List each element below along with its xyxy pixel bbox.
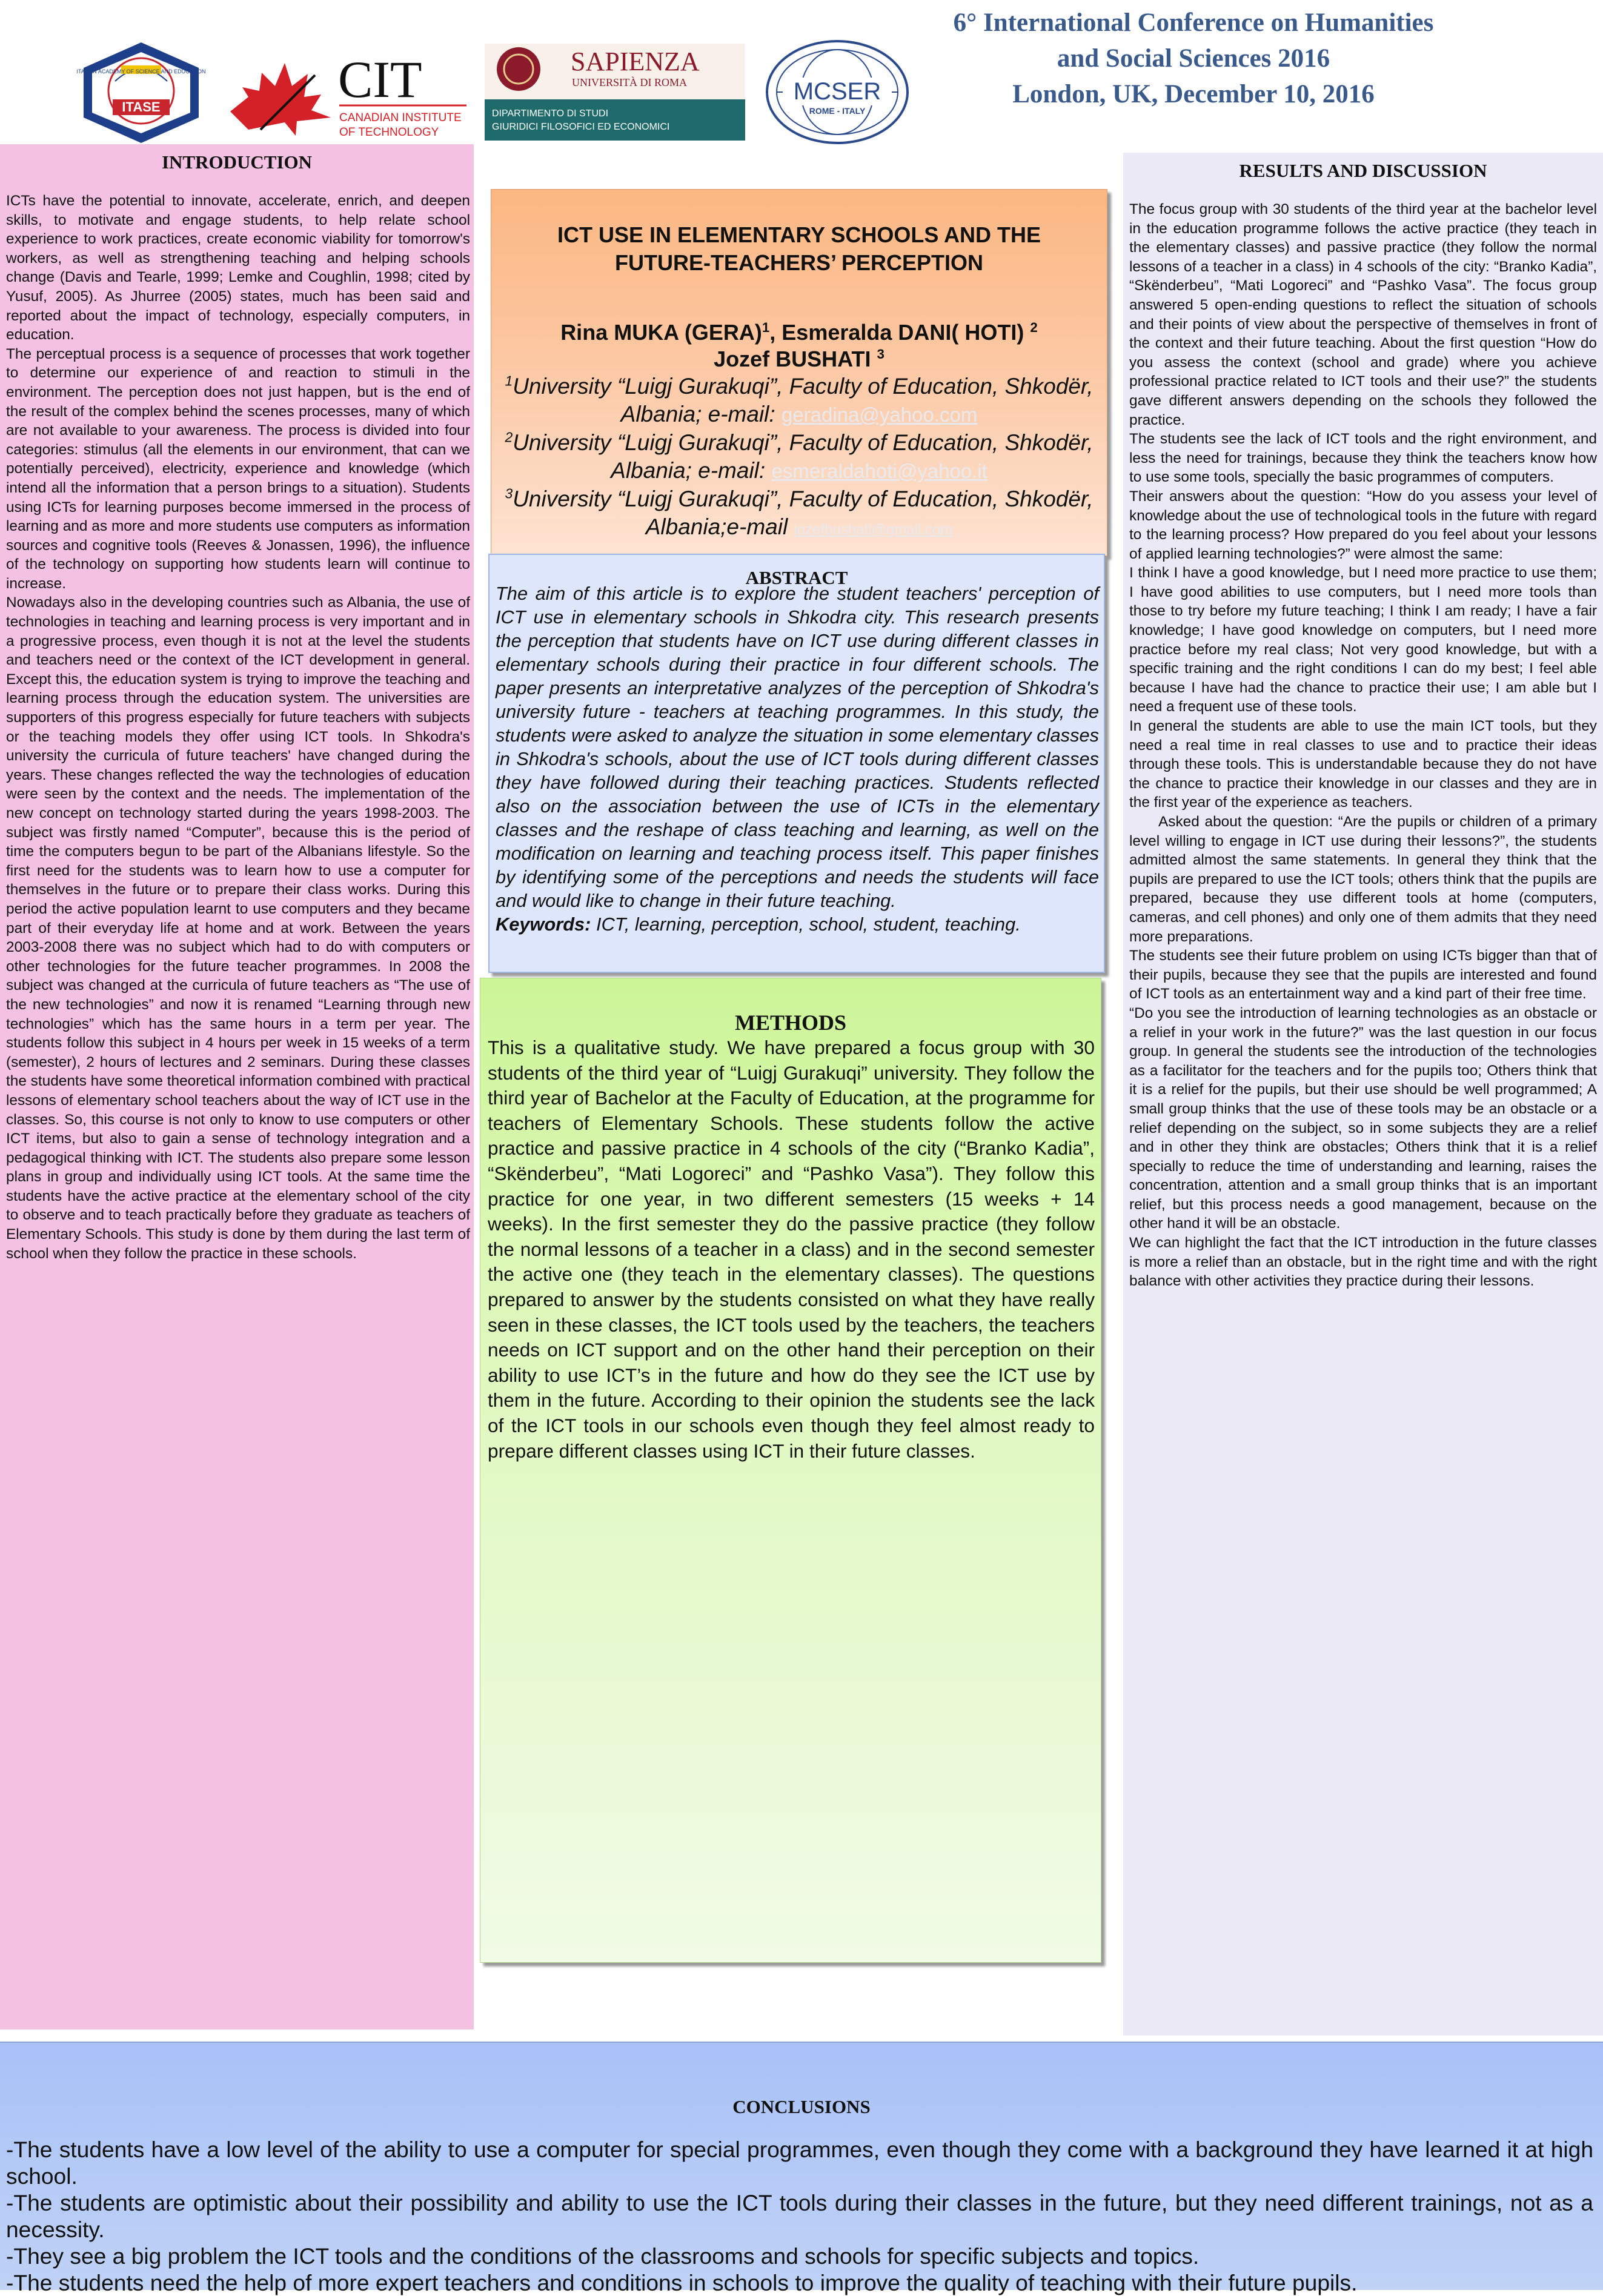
sapienza-dept1: DIPARTIMENTO DI STUDI (492, 108, 609, 119)
introduction-heading: INTRODUCTION (161, 151, 313, 173)
affiliation-sup: 2 (505, 429, 513, 445)
paper-title-line1: ICT USE IN ELEMENTARY SCHOOLS AND THE (557, 222, 1041, 247)
results-section (1123, 153, 1603, 2036)
conclusions-list (6, 2136, 1593, 2296)
methods-heading: METHODS (734, 1010, 847, 1035)
cit-sub1: CANADIAN INSTITUTE (339, 111, 462, 124)
introduction-section (0, 144, 474, 2029)
methods-section (480, 978, 1101, 1963)
mcser-logo (765, 39, 910, 145)
conference-title (836, 5, 1551, 112)
affiliation-sup: 3 (505, 485, 513, 502)
conclusion-item: -The students have a low level of the ability to use a computer for special programmes, even though they come with a background they have learned it at high school. (6, 2137, 1593, 2189)
author-name: Rina MUKA (GERA) (560, 320, 762, 345)
conference-title-line1: 6° International Conference on Humanities (953, 8, 1434, 37)
affiliation-line2: Albania; e-mail: (611, 458, 772, 483)
cit-logo (224, 39, 473, 145)
abstract-heading: ABSTRACT (745, 567, 848, 588)
results-heading: RESULTS AND DISCUSSION (1239, 160, 1487, 181)
affiliation-line1: University “Luigj Gurakuqi”, Faculty of Education, Shkodër, (513, 374, 1094, 399)
results-paragraph: The focus group with 30 students of the third year at the bachelor level in the education programme follows the active practice (they teach in the elementary classes) and passive practice (they follow the normal lessons of a teacher in a class) in 4 schools of the city: “Branko Kadia”, “Skënderbeu”, “Mati Logoreci” and “Pashko Vasa”. The focus group answered 5 open-ending questions to reflect the situation of schools and their points of view about the perspective of themselves in front of the context and their future teaching. About the first question “How do you assess the context (school and grade) where you achieve professional practice related to ICT tools and their use?” the students gave different answers depending on the schools they followed the practice. (1129, 201, 1597, 428)
sapienza-dept2: GIURIDICI FILOSOFICI ED ECONOMICI (492, 122, 670, 132)
author-email-link[interactable]: geradina@yahoo.com (781, 403, 978, 426)
introduction-paragraph: ICTs have the potential to innovate, accelerate, enrich, and deepen skills, to motivate and engage students, to help relate school experience to work practices, create economic viability for tomorrow's workers, as well as strengthening teaching and helping schools change (Davis and Tearle, 1999; Lemke and Coughlin, 1998; cited by Yusuf, 2005). As Jhurree (2005) states, much has been said and reported about the impact of technology, especially computers, in education. (6, 193, 470, 343)
abstract-section (488, 554, 1105, 973)
author-separator: , (769, 320, 782, 345)
affiliation (503, 373, 1095, 429)
conclusions-section (0, 2042, 1603, 2295)
keywords-list: ICT, learning, perception, school, student, teaching. (591, 914, 1021, 935)
author-name: Jozef BUSHATI (714, 347, 871, 371)
author-sup: 2 (1030, 320, 1038, 335)
keywords (496, 912, 1099, 936)
author-email-link[interactable]: jozefbushati@gmail.com (794, 522, 953, 538)
results-paragraph: Their answers about the question: “How do you assess your level of knowledge about the use of technological tools in the future with regard to the learning process? How prepared do you feel about your lessons of applied learning technologies?” were almost the same: (1129, 488, 1597, 562)
methods-text: This is a qualitative study. We have prepared a focus group with 30 students of the third year of “Luigj Gurakuqi” university. They follow the third year of Bachelor at the Faculty of Education, at the programme for teachers of Elementary Schools. These students follow the active practice and passive practice in 4 schools of the city (“Branko Kadia”, “Skënderbeu”, “Mati Logoreci” and “Pashko Vasa”). They follow this practice for one year, in two different semesters (15 weeks + 14 weeks). In the first semester they do the passive practice (they follow the normal lessons of a teacher in a class) and in the second semester the active one (they teach in the elementary classes). The questions prepared to answer by the students consisted on what they have really seen in these classes, the ICT tools used by the teachers, the teachers needs on ICT support and on the other hand their perception on their ability to use ICT’s in the future and how do they see the ICT use by them in the future. According to their opinion the students see the lack of the ICT tools in our schools even though they feel almost ready to prepare different classes using ICT in their future classes. (488, 1037, 1095, 1462)
results-paragraph: We can highlight the fact that the ICT introduction in the future classes is more a relief than an obstacle, but in the right time and with the right balance with other activities they practice during their lessons. (1129, 1235, 1597, 1290)
results-paragraph: “Do you see the introduction of learning technologies as an obstacle or a relief in your work in the future?” was the last question in our focus group. In general the students see the introduction of the technologies as a facilitator for the teachers and for the pupils too; Others think that it is a relief for the pupils, but their use should be well programmed; A small group thinks that the use of these tools may be an obstacle or a relief depending on the subject, so in some subjects they are a relief and in other they think are obstacles; Others think that it is a relief specially to reduce the time of understanding and learning, raises the concentration, attention and a small group thinks that is an important relief, but this process needs a good management, because on the other hand it will be an obstacle. (1129, 1004, 1597, 1232)
abstract-body (496, 582, 1099, 936)
conference-title-line3: London, UK, December 10, 2016 (1012, 80, 1375, 108)
sapienza-logo (485, 39, 745, 145)
itase-ring-text: ITALIAN ACADEMY OF SCIENCE AND EDUCATION (76, 68, 206, 75)
results-paragraph: I think I have a good knowledge, but I need more practice to use them; I have good abilities to use computers, but I need more tools than those to try before my future teaching; I think I am ready; I have a fair knowledge; I have good knowledge on computers, but I need more practice before my real class; Not very good knowledge, but with a specific training and the right conditions I can do my best; I feel able because I have had the chance to practice their use; I am able but I need a frequent use of these tools. (1129, 565, 1597, 715)
conclusion-item: -The students need the help of more expert teachers and conditions in schools to improve the quality of teaching with their future pupils. (6, 2270, 1358, 2295)
conclusion-item: -They see a big problem the ICT tools and the conditions of the classrooms and schools for specific subjects and topics. (6, 2243, 1200, 2269)
mcser-sub: ROME - ITALY (809, 106, 866, 116)
affiliation-line2: Albania;e-mail (645, 514, 794, 539)
title-block (491, 189, 1107, 556)
authors (503, 319, 1095, 373)
author-sup: 1 (762, 320, 770, 335)
affiliation (503, 429, 1095, 485)
affiliation (503, 485, 1095, 544)
mcser-text: MCSER (793, 78, 881, 105)
conclusions-heading: CONCLUSIONS (732, 2096, 871, 2117)
results-paragraph: In general the students are able to use the main ICT tools, but they need a real time in real classes to use and to practice their ideas through these tools. This is understandable because they do not have the chance to practice their knowledge in our classes and they are in the first year of the experience as teachers. (1129, 718, 1597, 811)
introduction-paragraph: Nowadays also in the developing countries such as Albania, the use of technologies in teaching and learning process is very important and in a progressive process, even though it is not at the level the students and teachers need or the context of the ICT development in general. Except this, the education system is trying to improve the teaching and learning process through the education system. The universities are supporters of this progress especially for future teachers with subjects or the teaching models they offer using ICT tools. In Shkodra's university the curricula of future teachers' have changed during the years. These changes reflected the way the technologies of education were seen by the context and the needs. The implementation of the new concept on technology started during the years 1998-2003. The subject was firstly named “Computer”, because this is the period of time the computers begun to be part of the Albanians lifestyle. So the first need for the students was to learn how to use a computer for themselves in the future or to prepare their class works. During this period the active population learnt to use computers and they became part of their everyday life at home and at work. Between the years 2003-2008 there was no subject which had to do with computers or other technologies for the future teacher programmes. In 2008 the subject was changed at the curricula of future teachers as “The use of the new technologies” and now it is renamed “Learning through new technologies” which has the same hours in a term per year. The students follow this subject in 4 hours per week in 15 weeks of a term (semester), 2 hours of lectures and 2 seminars. During these classes the students have some theoretical information combined with practical lessons of elementary school teachers about the way of ICT use in the classes. So, this course is not only to know to use computers or other ICT items, but also to gain a sense of technology integration and a pedagogical thinking with ICT. The students also prepare some lesson plans in group and individually using ICT tools. At the same time the students have the active practice at the elementary school of the city to observe and to teach practically before they graduate as teachers of Elementary Schools. This study is done by them during the last term of school when they follow the practice in these schools. (6, 594, 470, 1262)
results-paragraph: The students see the lack of ICT tools and the right environment, and less the need for trainings, because they think the teachers know how to use some tools, specially the basic programmes of computers. (1129, 431, 1597, 486)
sapienza-sub: UNIVERSITÀ DI ROMA (572, 76, 687, 88)
conference-title-line2: and Social Sciences 2016 (1057, 44, 1330, 73)
affiliation-line2: Albania; e-mail: (620, 402, 782, 426)
conclusion-item: -The students are optimistic about their possibility and ability to use the ICT tools during their classes in the future, but they need different trainings, not as a necessity. (6, 2190, 1593, 2242)
methods-body (488, 1035, 1095, 1464)
affiliation-line1: University “Luigj Gurakuqi”, Faculty of Education, Shkodër, (513, 430, 1094, 455)
sapienza-text: SAPIENZA (571, 47, 700, 76)
paper-title (503, 221, 1095, 277)
introduction-paragraph: The perceptual process is a sequence of processes that work together to determine our experience of and reaction to stimuli in the environment. The perception does not just happen, but is the end of the result of the complex behind the scenes processes, many of which are not available to your awareness. The process is divided into four categories: stimulus (all the elements in our environment, that can we potentially perceived), electricity, experience and knowledge (which intend all the information that a person brings to a situation). Students using ICTs for learning purposes become immersed in the process of learning and as more and more students use computers as information sources and cognitive tools (Reeves & Jonassen, 1996), the influence of the technology on supporting how students learn will continue to increase. (6, 345, 470, 592)
paper-title-line2: FUTURE-TEACHERS’ PERCEPTION (614, 250, 984, 275)
author-sup: 3 (877, 347, 884, 362)
affiliation-sup: 1 (505, 373, 513, 389)
abstract-text: The aim of this article is to explore the student teachers' perception of ICT use in elementary schools in Shkodra city. This research presents the perception that students have on ICT use during different classes in elementary schools during their practice in four different schools. The paper presents an interpretative analyzes of the perception of Shkodra's university future - teachers at teaching programmes. In this study, the students were asked to analyze the situation in some elementary classes in Shkodra's schools, about the use of ICT tools during different classes they have followed during their teaching practices. Students reflected also on the association between the use of ICTs in the elementary classes and the reshape of class teaching and learning, as well on the modification on learning and teaching process itself. This paper finishes by identifying some of the perceptions and needs the students will face and would like to change in their future teaching. (496, 583, 1099, 911)
introduction-body (0, 191, 474, 1263)
cit-text: CIT (338, 50, 422, 108)
author-email-link[interactable]: esmeraldahoti@yahoo.it (771, 460, 987, 482)
author-name: Esmeralda DANI( HOTI) (782, 320, 1024, 345)
cit-sub2: OF TECHNOLOGY (339, 126, 439, 139)
results-paragraph: Asked about the question: “Are the pupils or children of a primary level willing to engage in ICT use during their lessons?”, the students admitted almost the same statements. In general they think that the pupils are prepared to use the ICT tools; others think that the pupils are prepared, because they use different tools at home (computers, cameras, and cell phones) and only one of them admits that they need more preparations. (1129, 814, 1597, 945)
results-body (1123, 200, 1603, 1291)
itase-logo (73, 39, 210, 145)
itase-text: ITASE (122, 99, 161, 114)
keywords-label: Keywords: (496, 914, 591, 935)
results-paragraph: The students see their future problem on using ICTs bigger than that of their pupils, because they see that the pupils are interested and found of ICT tools as an entertainment way and a kind part of their free time. (1129, 947, 1597, 1003)
affiliation-line1: University “Luigj Gurakuqi”, Faculty of Education, Shkodër, (513, 486, 1094, 511)
